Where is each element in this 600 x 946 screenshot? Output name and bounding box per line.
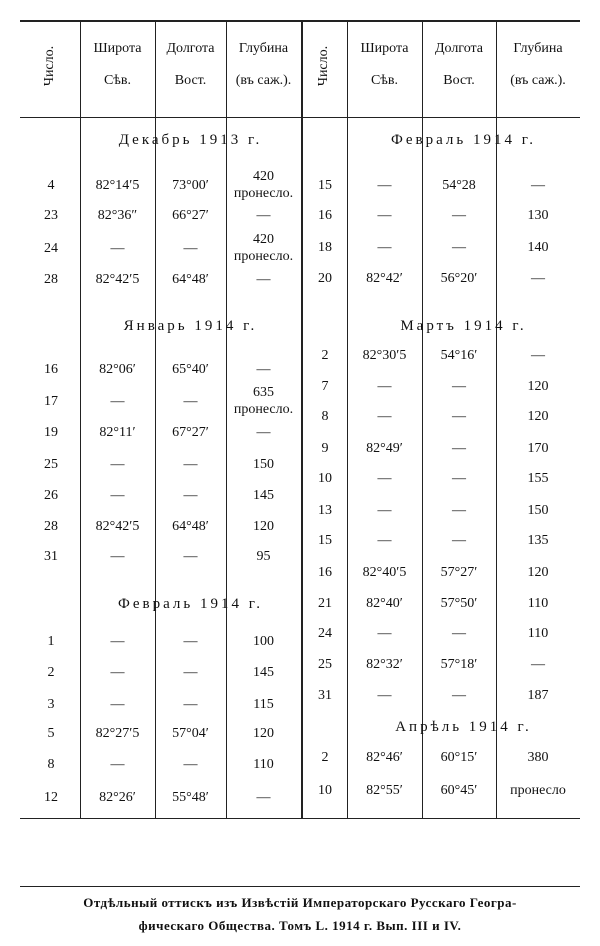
depth-cell: —: [531, 657, 545, 672]
longitude-cell: 64°48′: [172, 519, 209, 534]
longitude-cell: 66°27′: [172, 208, 209, 223]
longitude-cell: —: [183, 488, 198, 503]
latitude-cell: —: [110, 241, 125, 256]
day-number: 25: [44, 457, 58, 472]
latitude-cell: —: [110, 634, 125, 649]
longitude-cell: —: [183, 665, 198, 680]
day-number: 2: [321, 750, 329, 765]
day-number: 12: [44, 790, 58, 805]
month-heading: Декабрь 1913 г.: [118, 132, 263, 148]
latitude-cell: 82°40′: [366, 596, 403, 611]
depth-cell: —: [256, 208, 271, 223]
longitude-cell: —: [452, 688, 466, 703]
latitude-cell: —: [377, 379, 392, 394]
latitude-cell: —: [110, 665, 125, 680]
month-heading: Февраль 1914 г.: [118, 596, 263, 612]
day-number: 15: [318, 178, 332, 193]
latitude-cell: 82°06′: [99, 362, 136, 377]
day-number: 28: [44, 272, 58, 287]
header-depth-line2: (въ саж.).: [510, 73, 566, 88]
longitude-cell: 54°28: [442, 178, 476, 193]
longitude-cell: 60°15′: [440, 750, 478, 765]
depth-cell: 145: [253, 488, 274, 503]
latitude-cell: 82°55′: [366, 783, 403, 798]
header-depth-left: [226, 40, 301, 90]
depth-cell: 100: [253, 634, 274, 649]
header-lon-line2: Вост.: [443, 73, 475, 88]
longitude-cell: —: [452, 379, 466, 394]
longitude-cell: 64°48′: [172, 272, 209, 287]
longitude-cell: 73°00′: [172, 178, 209, 193]
longitude-cell: —: [452, 441, 466, 456]
depth-cell: 170: [527, 441, 549, 456]
day-number: 16: [318, 208, 332, 223]
day-number: 17: [44, 394, 58, 409]
longitude-cell: 60°45′: [440, 783, 478, 798]
header-lon-line1: Долгота: [434, 41, 484, 56]
longitude-cell: —: [183, 697, 198, 712]
latitude-cell: 82°27′5: [95, 726, 140, 741]
depth-cell: 110: [253, 757, 274, 772]
day-number: 26: [44, 488, 58, 503]
depth-cell: 135: [527, 533, 549, 548]
depth-note: пронесло.: [233, 186, 294, 201]
header-lat-line1: Широта: [93, 41, 142, 56]
depth-cell: 120: [527, 409, 549, 424]
longitude-cell: —: [452, 626, 466, 641]
header-lon-right: [422, 40, 496, 90]
depth-cell: 145: [253, 665, 274, 680]
longitude-cell: 56°20′: [440, 271, 478, 286]
depth-cell: 120: [527, 565, 549, 580]
day-number: 2: [47, 665, 55, 680]
day-number: 24: [318, 626, 332, 641]
depth-cell: 187: [527, 688, 549, 703]
depth-cell: 95: [256, 549, 271, 564]
header-lat-left: [80, 40, 155, 90]
depth-cell: 380: [527, 750, 549, 765]
latitude-cell: —: [377, 688, 392, 703]
day-number: 31: [318, 688, 332, 703]
latitude-cell: —: [377, 178, 392, 193]
day-number: 31: [44, 549, 58, 564]
day-number: 21: [318, 596, 332, 611]
latitude-cell: 82°14′5: [95, 178, 140, 193]
depth-cell: —: [531, 271, 545, 286]
day-number: 8: [47, 757, 55, 772]
day-number: 9: [321, 441, 329, 456]
latitude-cell: —: [377, 208, 392, 223]
depth-cell: —: [531, 348, 545, 363]
header-depth-line2: (въ саж.).: [235, 73, 292, 88]
longitude-cell: 57°18′: [440, 657, 478, 672]
day-number: 19: [44, 425, 58, 440]
longitude-cell: 65°40′: [172, 362, 209, 377]
day-number: 28: [44, 519, 58, 534]
longitude-cell: —: [452, 409, 466, 424]
latitude-cell: 82°40′5: [362, 565, 407, 580]
longitude-cell: —: [183, 457, 198, 472]
day-number: 10: [318, 471, 332, 486]
latitude-cell: 82°32′: [366, 657, 403, 672]
depth-cell: —: [256, 790, 271, 805]
longitude-cell: —: [183, 241, 198, 256]
longitude-cell: 57°50′: [440, 596, 478, 611]
footer-rule: [20, 886, 580, 887]
latitude-cell: 82°42′5: [95, 272, 140, 287]
depth-cell: 150: [253, 457, 274, 472]
day-number: 15: [318, 533, 332, 548]
header-lat-line1: Широта: [360, 41, 409, 56]
header-number-right: Число.: [316, 45, 331, 87]
depth-cell: 635: [253, 385, 274, 400]
longitude-cell: —: [452, 208, 466, 223]
day-number: 3: [47, 697, 55, 712]
depth-note: пронесло.: [233, 402, 294, 417]
day-number: 5: [47, 726, 55, 741]
day-number: 4: [47, 178, 55, 193]
latitude-cell: 82°30′5: [362, 348, 407, 363]
header-lat-right: [347, 40, 422, 90]
day-number: 10: [318, 783, 332, 798]
latitude-cell: —: [110, 394, 125, 409]
latitude-cell: 82°42′5: [95, 519, 140, 534]
latitude-cell: —: [377, 533, 392, 548]
day-number: 23: [44, 208, 58, 223]
latitude-cell: —: [110, 549, 125, 564]
latitude-cell: 82°42′: [366, 271, 403, 286]
depth-cell: 155: [527, 471, 549, 486]
day-number: 25: [318, 657, 332, 672]
table-bottom-rule: [20, 818, 580, 819]
header-number-left: Число.: [42, 45, 57, 87]
latitude-cell: 82°49′: [366, 441, 403, 456]
latitude-cell: 82°36″: [97, 208, 138, 223]
depth-cell: пронесло: [510, 783, 566, 798]
latitude-cell: —: [110, 457, 125, 472]
longitude-cell: —: [452, 471, 466, 486]
latitude-cell: —: [377, 240, 392, 255]
longitude-cell: —: [183, 634, 198, 649]
depth-cell: 420: [253, 232, 274, 247]
depth-note: пронесло.: [233, 249, 294, 264]
day-number: 2: [321, 348, 329, 363]
latitude-cell: —: [110, 697, 125, 712]
depth-cell: 130: [527, 208, 549, 223]
depth-cell: 120: [253, 519, 274, 534]
header-depth-line1: Глубина: [513, 41, 563, 56]
day-number: 1: [47, 634, 55, 649]
depth-cell: —: [256, 272, 271, 287]
day-number: 20: [318, 271, 332, 286]
latitude-cell: —: [110, 757, 125, 772]
longitude-cell: —: [183, 757, 198, 772]
longitude-cell: 67°27′: [172, 425, 209, 440]
depth-cell: 150: [527, 503, 549, 518]
depth-cell: 120: [253, 726, 274, 741]
header-depth-right: [496, 40, 580, 90]
latitude-cell: —: [110, 488, 125, 503]
depth-cell: 110: [527, 626, 549, 641]
latitude-cell: 82°26′: [99, 790, 136, 805]
header-lon-line2: Вост.: [174, 73, 207, 88]
depth-cell: —: [256, 362, 271, 377]
longitude-cell: 54°16′: [440, 348, 478, 363]
depth-cell: —: [531, 178, 545, 193]
latitude-cell: —: [377, 409, 392, 424]
longitude-cell: —: [452, 240, 466, 255]
header-lat-line2: Сѣв.: [370, 73, 399, 88]
longitude-cell: 57°04′: [172, 726, 209, 741]
latitude-cell: —: [377, 503, 392, 518]
footer-line-2: фическаго Общества. Томъ L. 1914 г. Вып. III и IV.: [138, 918, 462, 933]
month-heading: Февраль 1914 г.: [391, 132, 536, 148]
header-lon-left: [155, 40, 226, 90]
longitude-cell: —: [452, 533, 466, 548]
depth-cell: 140: [527, 240, 549, 255]
depth-cell: 115: [253, 697, 274, 712]
header-lon-line1: Долгота: [166, 41, 215, 56]
month-heading: Январь 1914 г.: [123, 318, 258, 334]
day-number: 8: [321, 409, 329, 424]
header-lat-line2: Сѣв.: [103, 73, 132, 88]
depth-cell: 120: [527, 379, 549, 394]
longitude-cell: 57°27′: [440, 565, 478, 580]
latitude-cell: —: [377, 626, 392, 641]
longitude-cell: 55°48′: [172, 790, 209, 805]
longitude-cell: —: [452, 503, 466, 518]
day-number: 24: [44, 241, 58, 256]
depth-cell: —: [256, 425, 271, 440]
latitude-cell: —: [377, 471, 392, 486]
latitude-cell: 82°11′: [99, 425, 136, 440]
day-number: 7: [321, 379, 329, 394]
month-heading: Мартъ 1914 г.: [400, 318, 527, 334]
depth-cell: 420: [253, 169, 274, 184]
longitude-cell: —: [183, 394, 198, 409]
day-number: 16: [318, 565, 332, 580]
depth-cell: 110: [527, 596, 549, 611]
longitude-cell: —: [183, 549, 198, 564]
month-heading: Апрѣль 1914 г.: [395, 719, 532, 735]
latitude-cell: 82°46′: [366, 750, 403, 765]
footer-line-1: Отдѣльный оттискъ изъ Извѣстій Императорскаго Русскаго Геогра-: [83, 895, 517, 910]
header-depth-line1: Глубина: [238, 41, 289, 56]
day-number: 18: [318, 240, 332, 255]
day-number: 16: [44, 362, 58, 377]
day-number: 13: [318, 503, 332, 518]
